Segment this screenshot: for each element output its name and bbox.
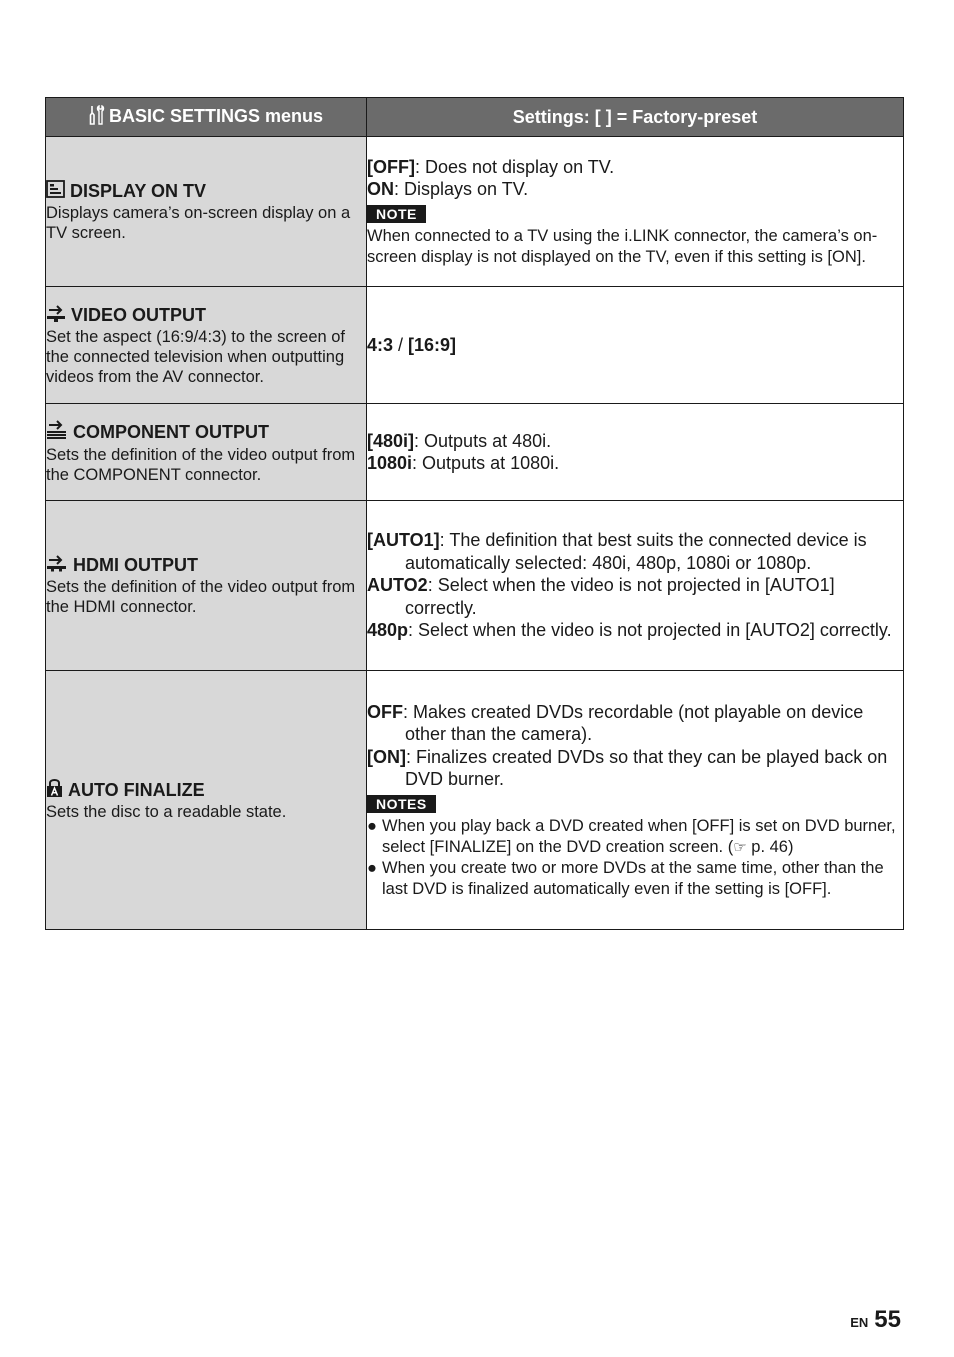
menu-title: DISPLAY ON TV: [46, 180, 366, 203]
bullet-icon: ●: [367, 858, 377, 877]
menu-cell: [46, 287, 367, 404]
note-bullet: ● When you create two or more DVDs at the same time, other than the last DVD is finalized automatically even if the setting is [OFF].: [367, 858, 884, 898]
notes-label: NOTES: [367, 795, 436, 813]
option-line: [AUTO1]: The definition that best suits the connected device is automatically selected: 480i, 480p, 1080i or 1080p.: [367, 530, 867, 573]
menu-description: Displays camera’s on-screen display on a TV screen.: [46, 204, 351, 242]
menu-cell: [46, 501, 367, 671]
settings-column-header: Settings: [ ] = Factory-preset: [367, 98, 904, 137]
bullet-icon: ●: [367, 816, 377, 835]
menu-cell: [46, 137, 367, 287]
settings-cell: [367, 501, 904, 671]
settings-cell: [367, 404, 904, 501]
note-label: NOTE: [367, 205, 426, 223]
menu-title: VIDEO OUTPUT: [46, 304, 366, 327]
pointing-hand-icon: ☞: [733, 838, 747, 856]
option-line: 480p: Select when the video is not projected in [AUTO2] correctly.: [367, 620, 892, 641]
settings-cell: [367, 287, 904, 404]
menu-description: Sets the definition of the video output from the COMPONENT connector.: [46, 445, 356, 484]
option-line: [ON]: Finalizes created DVDs so that they can be played back on DVD burner.: [367, 746, 888, 789]
hdmi-output-icon: [46, 554, 68, 577]
component-output-icon: [46, 420, 68, 445]
table-row: [46, 671, 904, 930]
settings-cell: [367, 137, 904, 287]
menu-title: AUTO FINALIZE: [46, 778, 366, 802]
menu-column-header: [46, 98, 367, 137]
option-line: 1080i: Outputs at 1080i.: [367, 453, 560, 473]
option-line: [480i]: Outputs at 480i.: [367, 430, 552, 451]
table-header-row: [46, 98, 904, 137]
menu-description: Sets the disc to a readable state.: [46, 803, 287, 821]
page-number-value: 55: [874, 1306, 901, 1333]
display-on-tv-icon: [46, 180, 65, 203]
auto-finalize-icon: [46, 778, 63, 802]
menu-column-title: BASIC SETTINGS menus: [108, 105, 324, 126]
menu-title: COMPONENT OUTPUT: [46, 420, 366, 445]
menu-description: Set the aspect (16:9/4:3) to the screen of the connected television when outputting videos from the AV connector.: [46, 327, 346, 386]
table-row: [46, 501, 904, 671]
wrench-settings-icon: [89, 105, 105, 130]
menu-cell: [46, 404, 367, 501]
settings-cell: [367, 671, 904, 930]
page-number: [850, 1306, 901, 1334]
note-bullet: ● When you play back a DVD created when [OFF] is set on DVD burner, select [FINALIZE] on the DVD creation screen. (☞ p. 46): [367, 816, 896, 856]
option-line: AUTO2: Select when the video is not projected in [AUTO1] correctly.: [367, 575, 835, 618]
table-row: [46, 404, 904, 501]
language-code: EN: [850, 1315, 869, 1330]
option-line: ON: Displays on TV.: [367, 179, 529, 199]
option-line: 4:3 / [16:9]: [367, 334, 457, 355]
note-text: When connected to a TV using the i.LINK connector, the camera’s on-screen display is not displayed on the TV, even if this setting is [ON].: [367, 226, 878, 266]
menu-cell: [46, 671, 367, 930]
table-row: [46, 287, 904, 404]
settings-table: [45, 97, 904, 930]
option-line: [OFF]: Does not display on TV.: [367, 156, 615, 177]
menu-title: HDMI OUTPUT: [46, 554, 366, 577]
table-row: [46, 137, 904, 287]
option-line: OFF: Makes created DVDs recordable (not playable on device other than the camera).: [367, 701, 864, 744]
video-output-icon: [46, 304, 66, 327]
menu-description: Sets the definition of the video output from the HDMI connector.: [46, 578, 356, 616]
